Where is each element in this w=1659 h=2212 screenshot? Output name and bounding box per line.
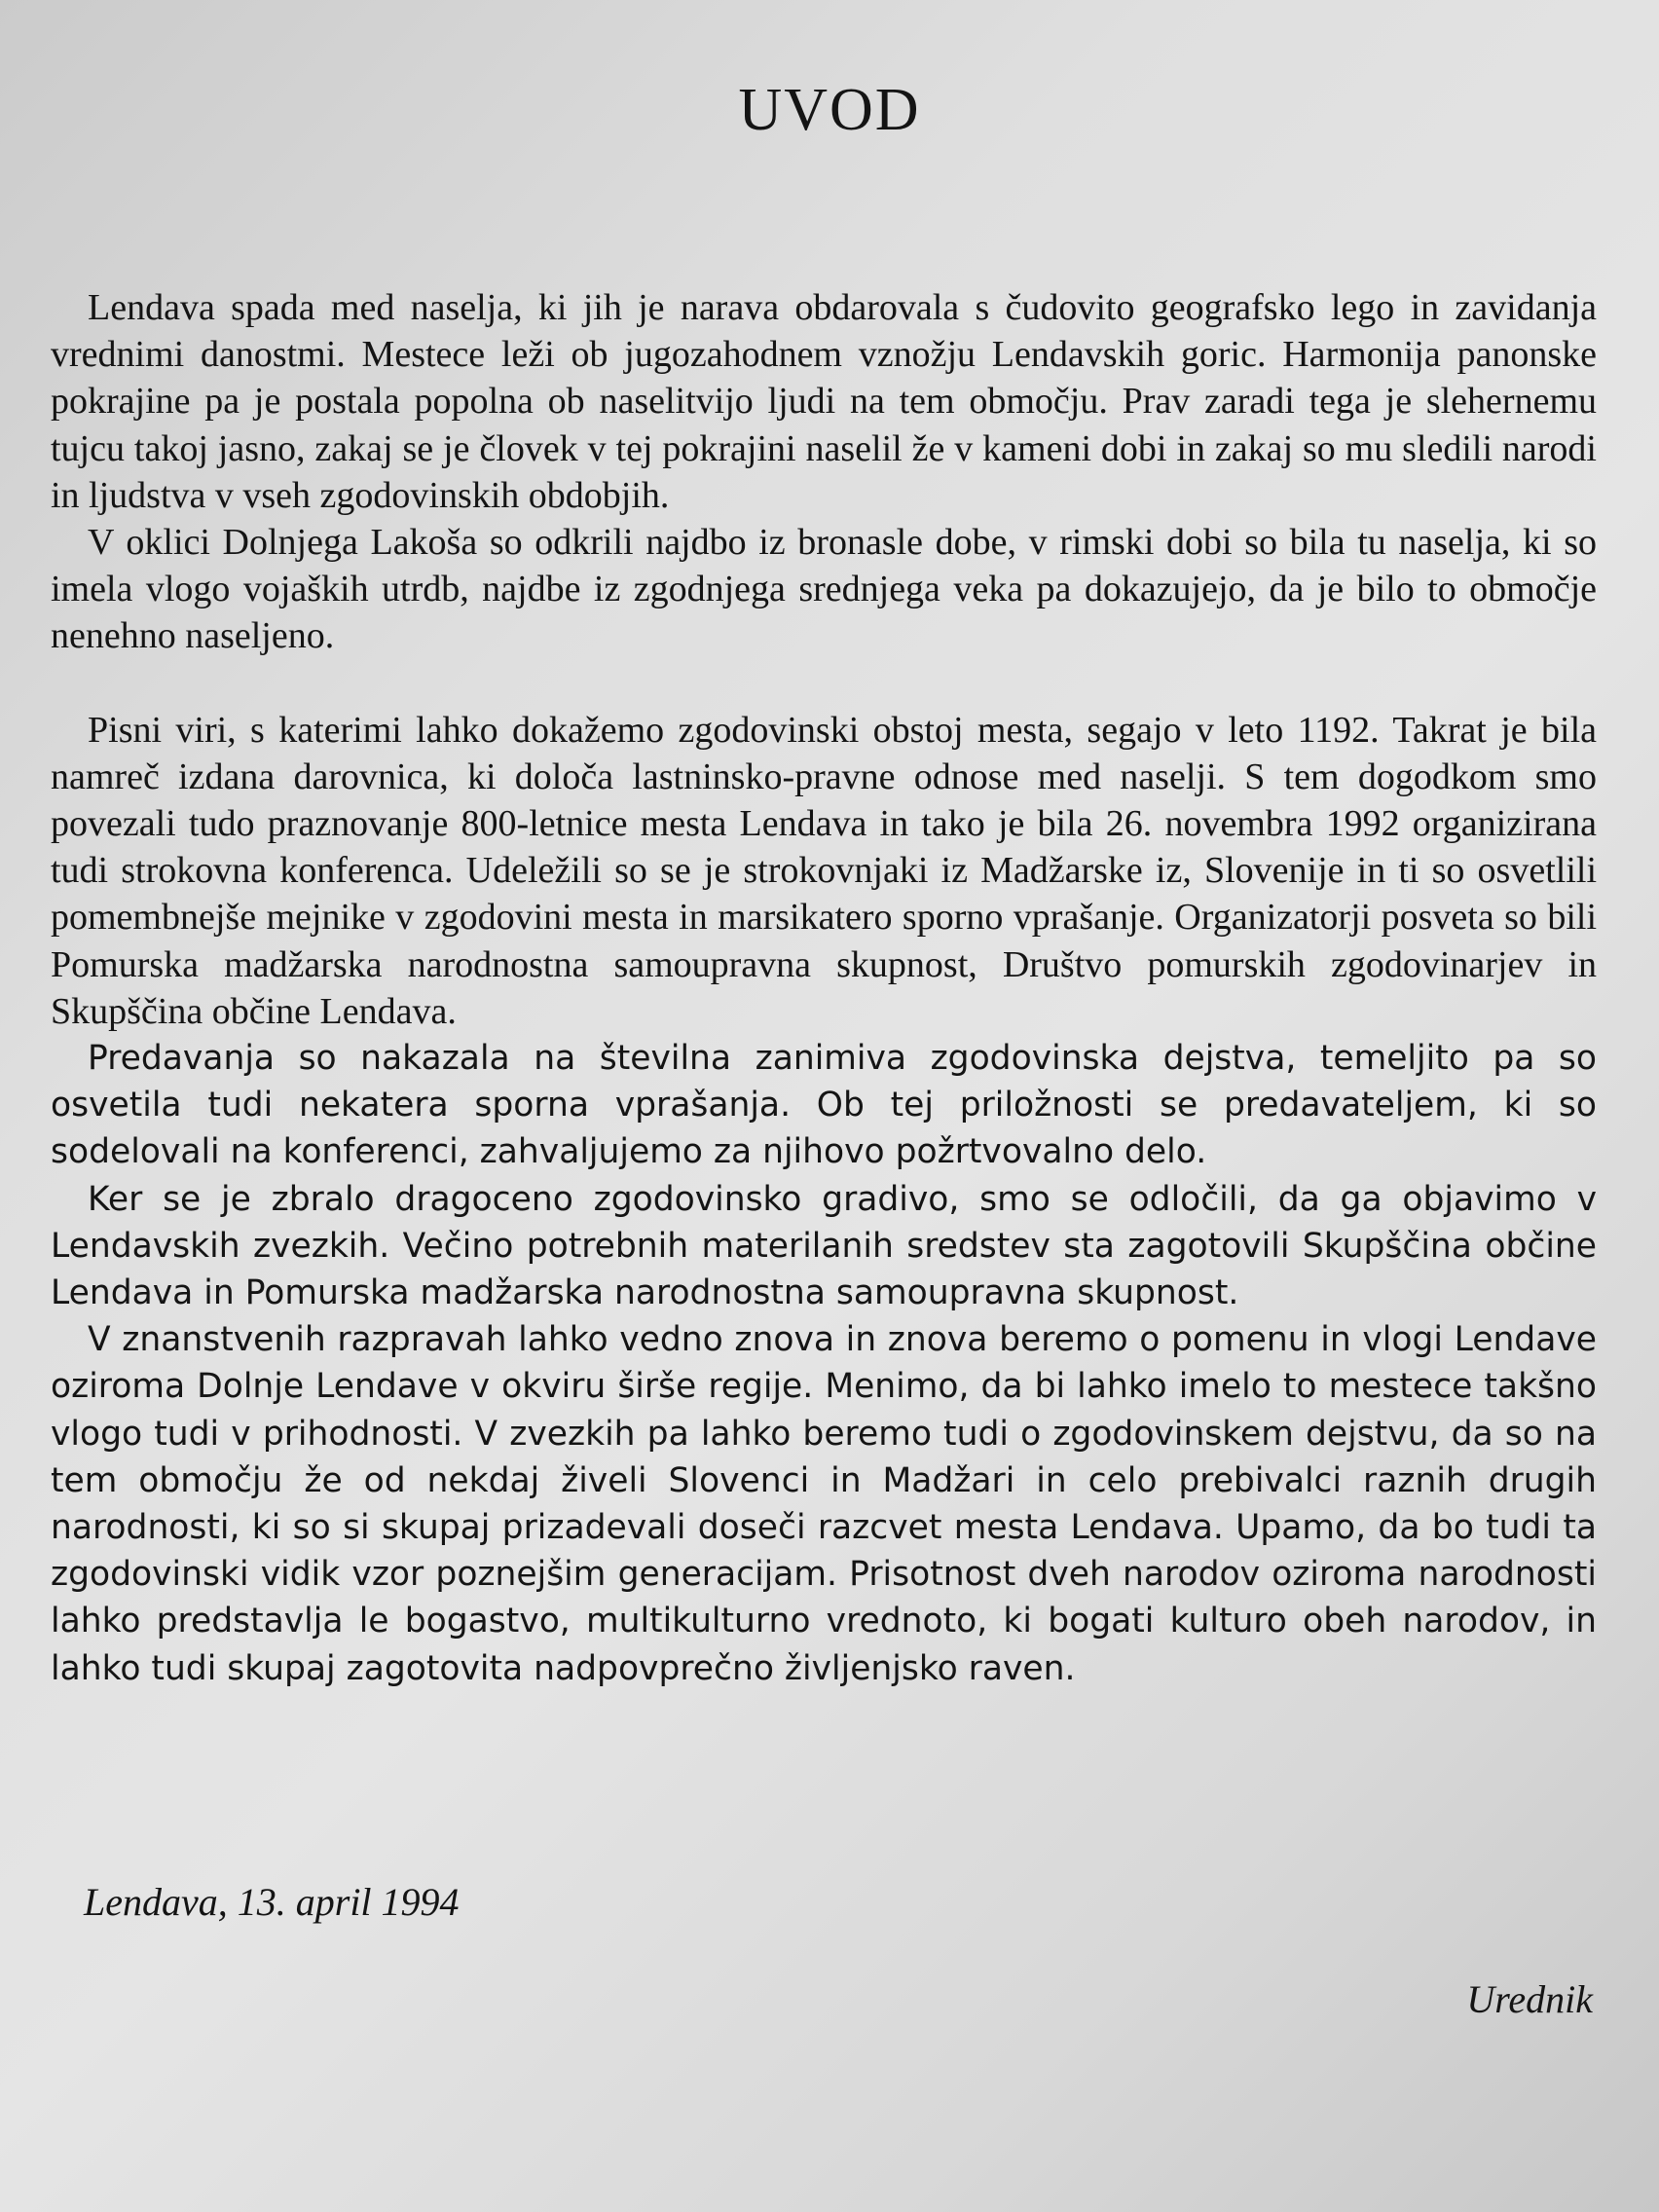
paragraph-3: Pisni viri, s katerimi lahko dokažemo zgodovinski obstoj mesta, segajo v leto 1192. Takrat je bila namreč izdana darovnica, ki določa lastninsko-pravne odnose med naselji. S tem dogodkom smo povezali tudo praznovanje 800-letnice mesta Lendava in tako je bila 26. novembra 1992 organizirana tudi strokovna konferenca. Udeležili so se je strokovnjaki iz Madžarske iz, Slovenije in ti so osvetlili pomembnejše mejnike v zgodovini mesta in marsikatero sporno vprašanje. Organizatorji posveta so bili Pomurska madžarska narodnostna samoupravna skupnost, Društvo pomurskih zgodovinarjev in Skupščina občine Lendava. [51, 709, 1597, 1032]
date-line: Lendava, 13. april 1994 [84, 1880, 460, 1924]
paragraph-4: Predavanja so nakazala na številna zanimiva zgodovinska dejstva, temeljito pa so osvetila tudi nekatera sporna vprašanja. Ob tej priložnosti se predavateljem, ki so sodelovali na konferenci, zahvaljujemo za njihovo požrtvovalno delo. [51, 1039, 1597, 1172]
paragraph-1: Lendava spada med naselja, ki jih je narava obdarovala s čudovito geografsko lego in zavidanja vrednimi danostmi. Mestece leži ob jugozahodnem vznožju Lendavskih goric. Harmonija panonske pokrajine pa je postala popolna ob naselitvijo ljudi na tem območju. Prav zaradi tega je slehernemu tujcu takoj jasno, zakaj se je človek v tej pokrajini naselil že v kameni dobi in zakaj so mu sledili narodi in ljudstva v vseh zgodovinskih obdobjih. [51, 287, 1597, 516]
paragraph-5: Ker se je zbralo dragoceno zgodovinsko gradivo, smo se odločili, da ga objavimo v Lendavskih zvezkih. Večino potrebnih materilanih sredstev sta zagotovili Skupščina občine Lendava in Pomurska madžarska narodnostna samoupravna skupnost. [51, 1179, 1597, 1313]
paragraph-2: V oklici Dolnjega Lakoša so odkrili najdbo iz bronasle dobe, v rimski dobi so bila tu naselja, ki so imela vlogo vojaških utrdb, najdbe iz zgodnjega srednjega veka pa dokazujejo, da je bilo to območje nenehno naseljeno. [51, 522, 1597, 657]
body-text [51, 284, 1597, 1692]
paragraph-6: V znanstvenih razpravah lahko vedno znova in znova beremo o pomenu in vlogi Lendave oziroma Dolnje Lendave v okviru širše regije. Menimo, da bi lahko imelo to mestece takšno vlogo tudi v prihodnosti. V zvezkih pa lahko beremo tudi o zgodovinskem dejstvu, da so na tem območju že od nekdaj živeli Slovenci in Madžari in celo prebivalci raznih drugih narodnosti, ki so si skupaj prizadevali doseči razcvet mesta Lendava. Upamo, da bo tudi ta zgodovinski vidik vzor poznejšim generacijam. Prisotnost dveh narodov oziroma narodnosti lahko predstavlja le bogastvo, multikulturno vrednoto, ki bogati kulturo obeh narodov, in lahko tudi skupaj zagotovita nadpovprečno življenjsko raven. [51, 1320, 1597, 1688]
page-title: UVOD [738, 77, 921, 143]
editor-signature: Urednik [1466, 1977, 1593, 2021]
